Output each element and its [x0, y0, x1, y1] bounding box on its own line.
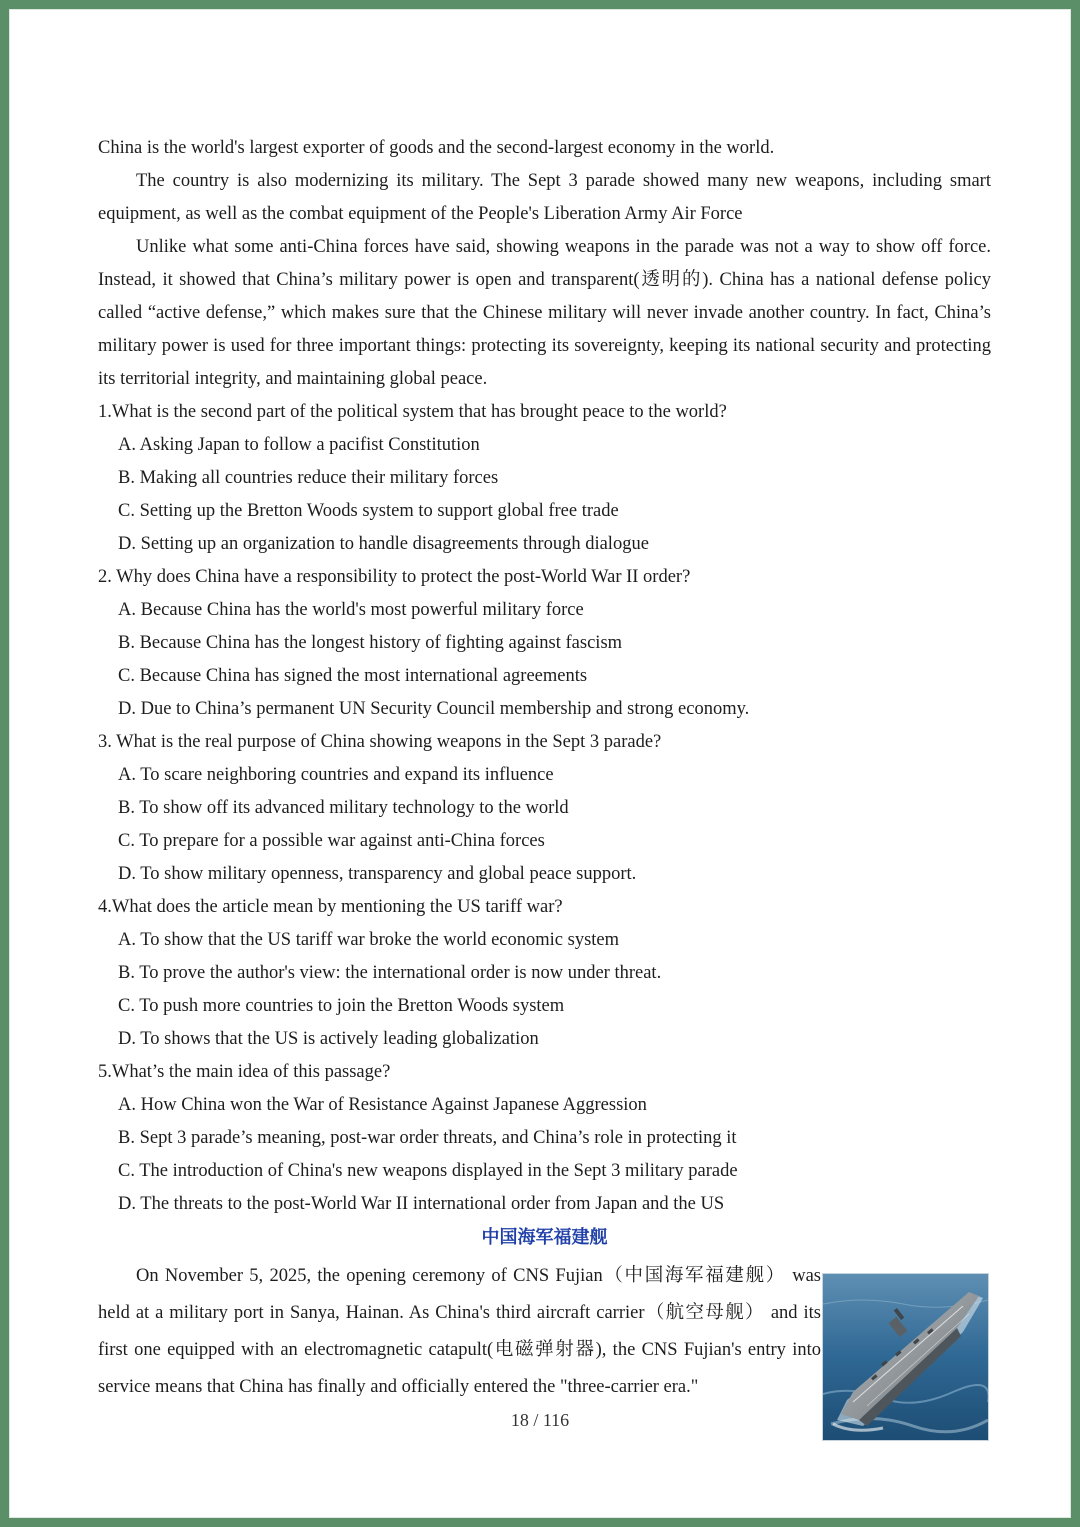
- question-option: A. How China won the War of Resistance Against Japanese Aggression: [118, 1095, 647, 1115]
- question-1: [98, 396, 991, 561]
- question-option: B. Making all countries reduce their military forces: [118, 468, 499, 488]
- document-page: [10, 10, 1070, 1517]
- question-option: C. To prepare for a possible war against anti-China forces: [118, 831, 545, 851]
- question-3: [98, 726, 991, 891]
- passage-intro-line: China is the world's largest exporter of goods and the second-largest economy in the world.: [98, 138, 775, 158]
- question-option: C. The introduction of China's new weapons displayed in the Sept 3 military parade: [118, 1161, 738, 1181]
- question-option: A. Because China has the world's most powerful military force: [118, 600, 584, 620]
- question-option: D. To show military openness, transparency and global peace support.: [118, 864, 637, 884]
- question-option: D. Setting up an organization to handle disagreements through dialogue: [118, 534, 649, 554]
- question-option: C. Because China has signed the most international agreements: [118, 666, 588, 686]
- section-title: 中国海军福建舰: [481, 1227, 608, 1248]
- question-stem: 2. Why does China have a responsibility to protect the post-World War II order?: [98, 567, 691, 587]
- question-stem: 3. What is the real purpose of China showing weapons in the Sept 3 parade?: [98, 732, 662, 752]
- question-option: D. Due to China’s permanent UN Security Council membership and strong economy.: [118, 699, 750, 719]
- page-number: 18 / 116: [510, 1410, 570, 1430]
- question-option: D. To shows that the US is actively leading globalization: [118, 1029, 539, 1049]
- question-5: [98, 1056, 991, 1221]
- question-option: A. To show that the US tariff war broke the world economic system: [118, 930, 620, 950]
- question-option: B. To prove the author's view: the international order is now under threat.: [118, 963, 662, 983]
- question-option: C. To push more countries to join the Bretton Woods system: [118, 996, 565, 1016]
- question-stem: 5.What’s the main idea of this passage?: [98, 1062, 391, 1082]
- question-option: A. To scare neighboring countries and expand its influence: [118, 765, 554, 785]
- question-2: [98, 561, 991, 726]
- question-option: C. Setting up the Bretton Woods system to support global free trade: [118, 501, 619, 521]
- question-stem: 4.What does the article mean by mentioning the US tariff war?: [98, 897, 563, 917]
- question-4: [98, 891, 991, 1056]
- passage-paragraph-defense: Unlike what some anti-China forces have said, showing weapons in the parade was not a way to show off force. Instead, it showed that China’s military power is open and transparent(透明的). China has a national defense policy called “active defense,” which makes sure that the Chinese military will never invade another country. In fact, China’s military power is used for three important things: protecting its sovereignty, keeping its national security and protecting its territorial integrity, and maintaining global peace.: [98, 237, 992, 389]
- question-option: D. The threats to the post-World War II international order from Japan and the US: [118, 1194, 725, 1214]
- fujian-paragraph: On November 5, 2025, the opening ceremony of CNS Fujian（中国海军福建舰） was held at a military port in Sanya, Hainan. As China's third aircraft carrier（航空母舰） and its first one equipped with an electromagnetic catapult(电磁弹射器), the CNS Fujian's entry into service means that China has finally and officially entered the "three-carrier era.": [98, 1266, 821, 1397]
- page-content: [98, 132, 991, 1406]
- question-option: B. To show off its advanced military technology to the world: [118, 798, 569, 818]
- passage-paragraph-military: The country is also modernizing its military. The Sept 3 parade showed many new weapons, including smart equipment, as well as the combat equipment of the People's Liberation Army Air Force: [98, 171, 991, 224]
- question-stem: 1.What is the second part of the political system that has brought peace to the world?: [98, 402, 727, 422]
- question-option: B. Because China has the longest history of fighting against fascism: [118, 633, 623, 653]
- question-option: A. Asking Japan to follow a pacifist Constitution: [118, 435, 480, 455]
- question-option: B. Sept 3 parade’s meaning, post-war order threats, and China’s role in protecting it: [118, 1128, 737, 1148]
